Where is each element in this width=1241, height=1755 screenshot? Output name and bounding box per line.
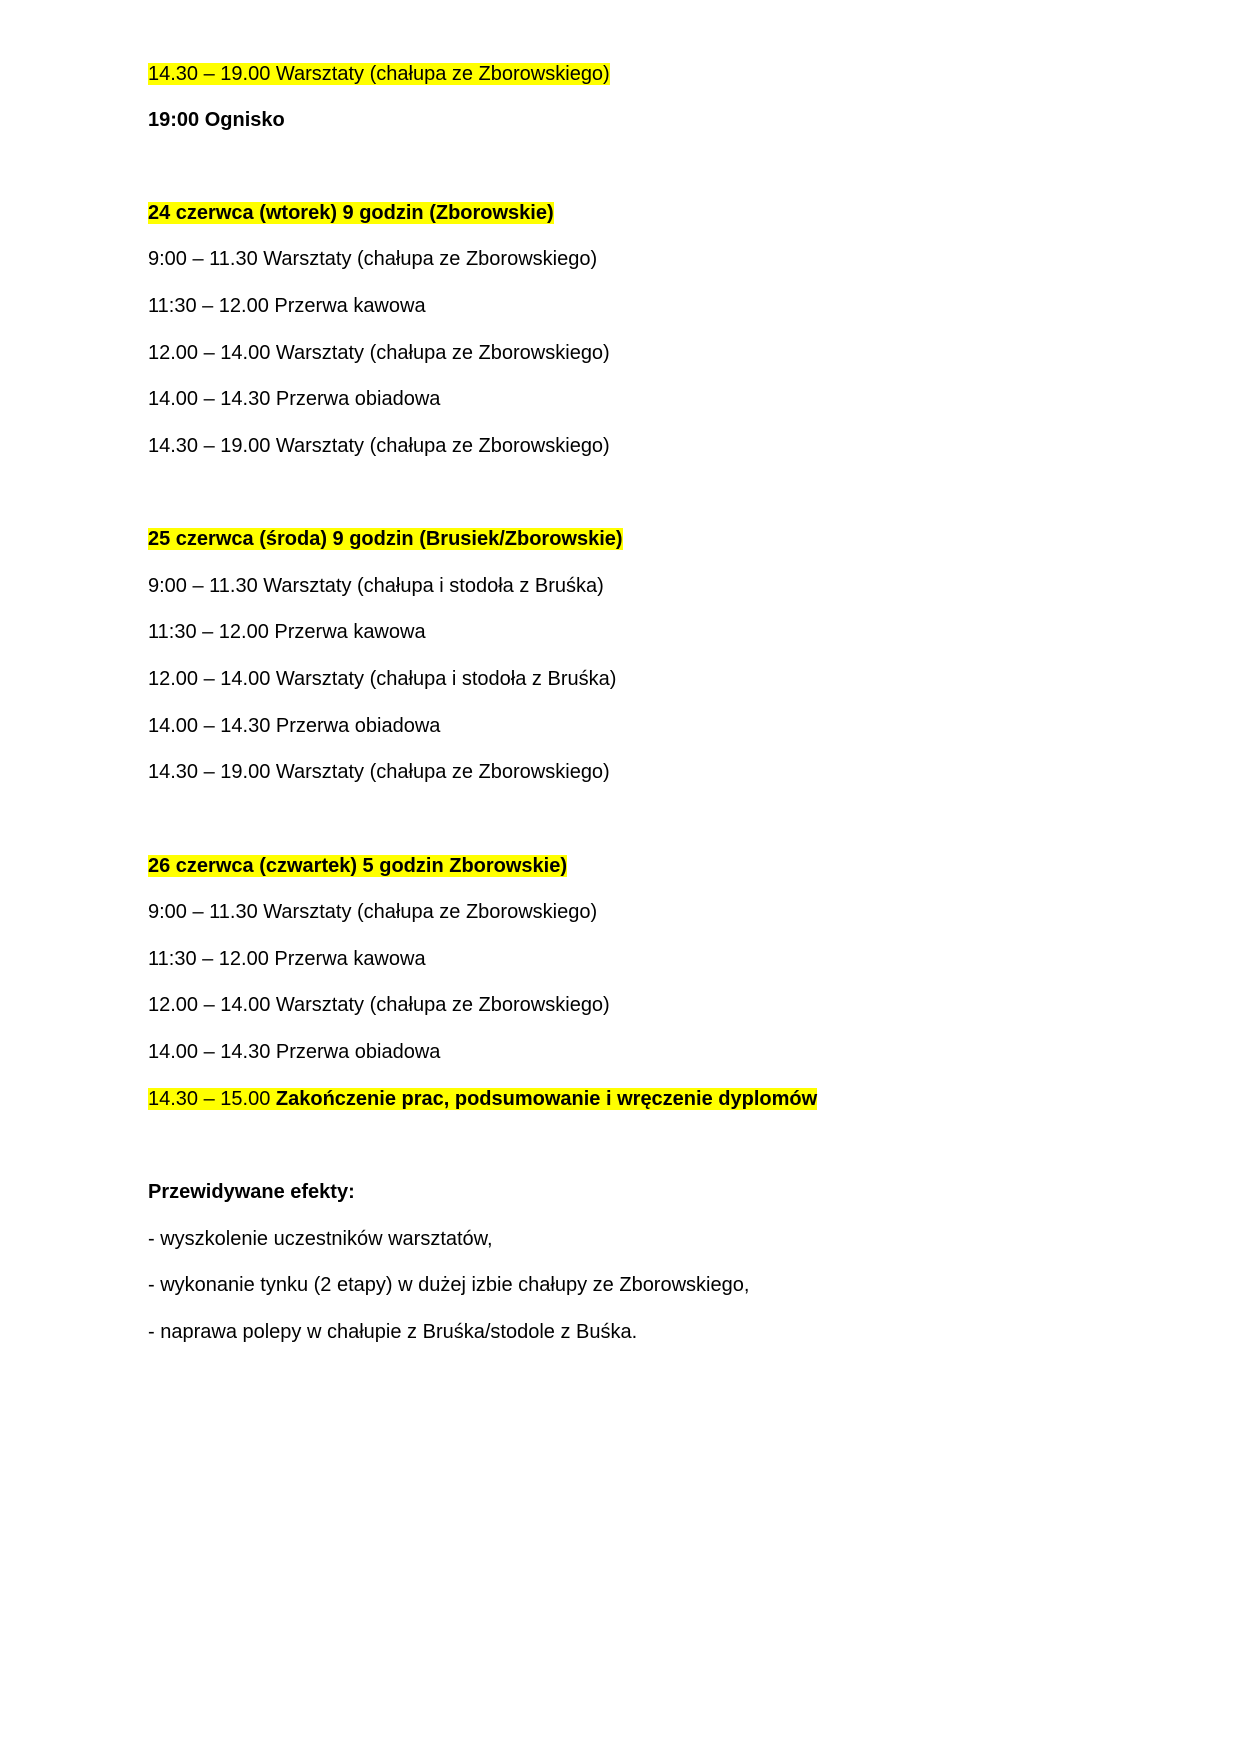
schedule-item: 12.00 – 14.00 Warsztaty (chałupa ze Zborowskiego) xyxy=(148,994,610,1016)
schedule-item: 14.00 – 14.30 Przerwa obiadowa xyxy=(148,1041,441,1063)
schedule-item: 11:30 – 12.00 Przerwa kawowa xyxy=(148,295,426,317)
schedule-item xyxy=(148,60,610,88)
schedule-item: 9:00 – 11.30 Warsztaty (chałupa ze Zborowskiego) xyxy=(148,901,598,923)
schedule-item: 11:30 – 12.00 Przerwa kawowa xyxy=(148,948,426,970)
highlighted-text: 25 czerwca (środa) 9 godzin (Brusiek/Zborowskie) xyxy=(148,528,623,550)
bonfire-item: 19:00 Ognisko xyxy=(148,109,285,131)
day-heading-24 xyxy=(148,199,554,227)
schedule-item: 11:30 – 12.00 Przerwa kawowa xyxy=(148,621,426,643)
schedule-item: 14.30 – 19.00 Warsztaty (chałupa ze Zborowskiego) xyxy=(148,761,610,783)
effects-heading: Przewidywane efekty: xyxy=(148,1181,355,1203)
schedule-item: 12.00 – 14.00 Warsztaty (chałupa i stodoła z Bruśka) xyxy=(148,668,617,690)
effects-item: - wyszkolenie uczestników warsztatów, xyxy=(148,1228,493,1250)
highlighted-text: 14.30 – 19.00 Warsztaty (chałupa ze Zborowskiego) xyxy=(148,63,610,85)
highlighted-text: 26 czerwca (czwartek) 5 godzin Zborowskie) xyxy=(148,855,568,877)
closing-highlight xyxy=(148,1088,817,1110)
schedule-item: 14.00 – 14.30 Przerwa obiadowa xyxy=(148,715,441,737)
schedule-item: 9:00 – 11.30 Warsztaty (chałupa i stodoła z Bruśka) xyxy=(148,575,604,597)
closing-item xyxy=(148,1085,817,1113)
day-heading-26 xyxy=(148,852,567,880)
closing-time: 14.30 – 15.00 xyxy=(148,1088,271,1110)
schedule-item: 14.00 – 14.30 Przerwa obiadowa xyxy=(148,388,441,410)
schedule-item: 14.30 – 19.00 Warsztaty (chałupa ze Zborowskiego) xyxy=(148,435,610,457)
day-heading-25 xyxy=(148,525,623,553)
schedule-item: 12.00 – 14.00 Warsztaty (chałupa ze Zborowskiego) xyxy=(148,342,610,364)
effects-item: - naprawa polepy w chałupie z Bruśka/stodole z Buśka. xyxy=(148,1321,638,1343)
effects-item: - wykonanie tynku (2 etapy) w dużej izbie chałupy ze Zborowskiego, xyxy=(148,1274,750,1296)
schedule-item: 9:00 – 11.30 Warsztaty (chałupa ze Zborowskiego) xyxy=(148,248,598,270)
closing-text: Zakończenie prac, podsumowanie i wręczenie dyplomów xyxy=(275,1088,818,1110)
highlighted-text: 24 czerwca (wtorek) 9 godzin (Zborowskie) xyxy=(148,202,554,224)
